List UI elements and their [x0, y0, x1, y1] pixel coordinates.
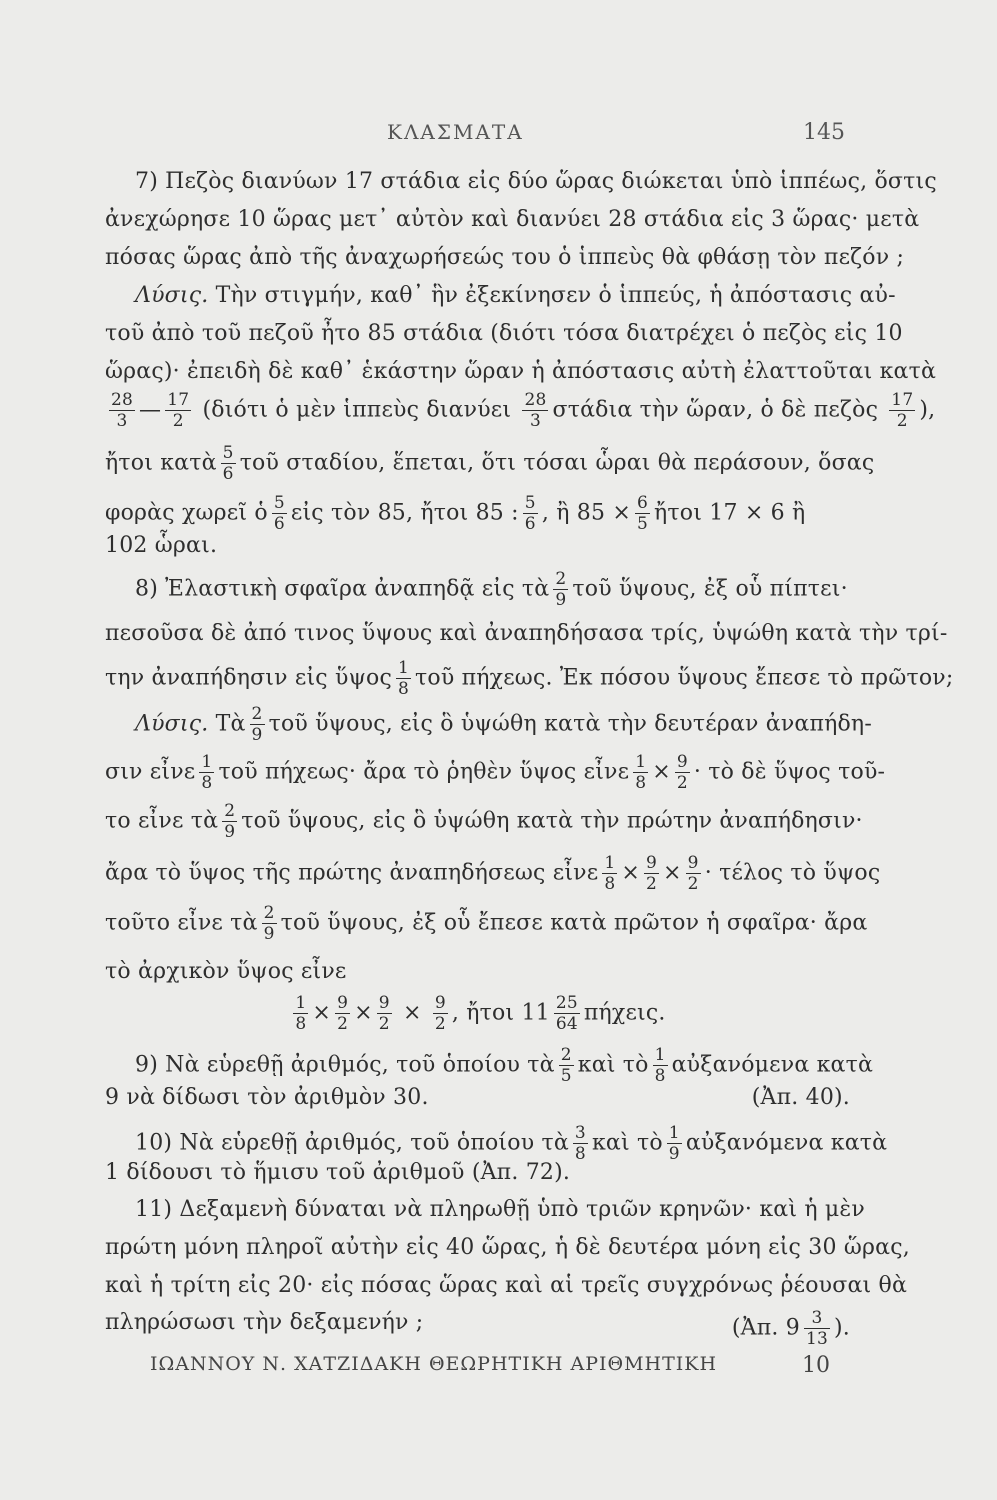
page-footer — [150, 1353, 830, 1389]
p8-line: το εἶνε τὰ $\frac{2}{9}$ τοῦ ὕψους, εἰς ὃ ὑψώθη κατὰ τὴν πρώτην ἀναπήδησιν· — [105, 801, 863, 842]
fraction: $\frac{2}{9}$ — [224, 801, 236, 842]
fraction: $\frac{1}{8}$ — [654, 1045, 666, 1086]
p8-line: πεσοῦσα δὲ ἀπό τινος ὕψους καὶ ἀναπηδήσασα τρίς, ὑψώθη κατὰ τὴν τρί- — [105, 621, 948, 646]
p8-line: την ἀναπήδησιν εἰς ὕψος $\frac{1}{8}$ τοῦ πήχεως. Ἐκ πόσου ὕψους ἔπεσε τὸ πρῶτον; — [105, 658, 954, 699]
fraction: $\frac{2}{9}$ — [263, 903, 275, 944]
fraction: $\frac{28}{3}$ — [524, 390, 547, 431]
fraction: $\frac{1}{8}$ — [201, 752, 213, 793]
signature-mark: 10 — [802, 1353, 830, 1378]
p7-solution-line: Λύσις. Τὴν στιγμήν, καθ᾽ ἣν ἐξεκίνησεν ὁ ἱππεύς, ἡ ἀπόστασις αὐ- — [135, 283, 896, 308]
fraction: $\frac{3}{13}$ — [805, 1308, 829, 1349]
fraction: $\frac{9}{2}$ — [378, 993, 390, 1034]
fraction: $\frac{9}{2}$ — [337, 993, 349, 1034]
page-number: 145 — [803, 120, 845, 145]
p7-line: ὥρας)· ἐπειδὴ δὲ καθ᾽ ἑκάστην ὥραν ἡ ἀπόστασις αὐτὴ ἐλαττοῦται κατὰ — [105, 359, 937, 384]
running-title: ΚΛΑΣΜΑΤΑ — [387, 120, 524, 144]
p9-line: 9) Νὰ εὑρεθῇ ἀριθμός, τοῦ ὁποίου τὰ $\frac{2}{5}$ καὶ τὸ $\frac{1}{8}$ αὐξανόμενα κατὰ — [135, 1045, 874, 1086]
fraction: $\frac{28}{3}$ — [111, 390, 134, 431]
p8-line: σιν εἶνε $\frac{1}{8}$ τοῦ πήχεως· ἄρα τὸ ῥηθὲν ὕψος εἶνε $\frac{1}{8}$ × $\frac{9}{2}$ · τὸ δὲ ὕψος τοῦ- — [105, 752, 886, 793]
footer-title: ΙΩΑΝΝΟΥ Ν. ΧΑΤΖΙΔΑΚΗ ΘΕΩΡΗΤΙΚΗ ΑΡΙΘΜΗΤΙΚΗ — [150, 1353, 718, 1375]
fraction: $\frac{1}{8}$ — [295, 993, 307, 1034]
fraction: $\frac{1}{8}$ — [635, 752, 647, 793]
p7-line: 7) Πεζὸς διανύων 17 στάδια εἰς δύο ὥρας διώκεται ὑπὸ ἱππέως, ὅστις — [135, 169, 937, 194]
p7-line: ἤτοι κατὰ $\frac{5}{6}$ τοῦ σταδίου, ἕπεται, ὅτι τόσαι ὧραι θὰ περάσουν, ὅσας — [105, 443, 875, 484]
p7-formula-line: $\frac{28}{3}$ — $\frac{17}{2}$ (διότι ὁ μὲν ἱππεὺς διανύει $\frac{28}{3}$ στάδια τὴν ὥραν, ὁ δὲ πεζὸς $\frac{17}{2}$ ), — [111, 390, 936, 431]
p7-line: τοῦ ἀπὸ τοῦ πεζοῦ ἦτο 85 στάδια (διότι τόσα διατρέχει ὁ πεζὸς εἰς 10 — [105, 321, 903, 346]
p7-line: 102 ὧραι. — [105, 533, 218, 558]
p9-line: 9 νὰ δίδωσι τὸν ἀριθμὸν 30. (Ἀπ. 40). — [105, 1083, 850, 1113]
p7-line: φορὰς χωρεῖ ὁ $\frac{5}{6}$ εἰς τὸν 85, ἤτοι 85 : $\frac{5}{6}$ , ἢ 85 × $\frac{6}{5}$ ἤτοι 17 × 6 ἢ — [105, 493, 806, 534]
fraction: $\frac{1}{9}$ — [668, 1123, 680, 1164]
answer: (Ἀπ. 40). — [751, 1085, 850, 1110]
fraction: $\frac{17}{2}$ — [891, 390, 914, 431]
p7-line: πόσας ὥρας ἀπὸ τῆς ἀναχωρήσεώς του ὁ ἱππεὺς θὰ φθάσῃ τὸν πεζόν ; — [105, 245, 905, 270]
answer: (Ἀπ. 9 $\frac{3}{13}$ ). — [731, 1308, 850, 1349]
p8-line: τὸ ἀρχικὸν ὕψος εἶνε — [105, 959, 347, 984]
fraction: $\frac{2}{9}$ — [251, 704, 263, 745]
p11-line: καὶ ἡ τρίτη εἰς 20· εἰς πόσας ὥρας καὶ αἱ τρεῖς συγχρόνως ῥέουσαι θὰ — [105, 1273, 908, 1298]
solution-label: Λύσις. — [135, 711, 209, 737]
fraction: $\frac{25}{64}$ — [555, 993, 578, 1034]
fraction: $\frac{1}{8}$ — [604, 853, 616, 894]
fraction: $\frac{2}{5}$ — [560, 1045, 572, 1086]
p8-line: τοῦτο εἶνε τὰ $\frac{2}{9}$ τοῦ ὕψους, ἐξ οὗ ἔπεσε κατὰ πρῶτον ἡ σφαῖρα· ἄρα — [105, 903, 868, 944]
fraction: $\frac{3}{8}$ — [574, 1123, 586, 1164]
p8-line: ἄρα τὸ ὕψος τῆς πρώτης ἀναπηδήσεως εἶνε $\frac{1}{8}$ × $\frac{9}{2}$ × $\frac{9}{2}$ · τέλος τὸ ὕψος — [105, 853, 881, 894]
p11-line: πρώτη μόνη πληροῖ αὐτὴν εἰς 40 ὥρας, ἡ δὲ δευτέρα μόνη εἰς 30 ὥρας, — [105, 1235, 910, 1260]
p11-line: 11) Δεξαμενὴ δύναται νὰ πληρωθῇ ὑπὸ τριῶν κρηνῶν· καὶ ἡ μὲν — [135, 1197, 865, 1222]
fraction: $\frac{5}{6}$ — [222, 443, 234, 484]
fraction: $\frac{9}{2}$ — [687, 853, 699, 894]
p10-line: 10) Νὰ εὑρεθῇ ἀριθμός, τοῦ ὁποίου τὰ $\frac{3}{8}$ καὶ τὸ $\frac{1}{9}$ αὐξανόμενα κατὰ — [135, 1123, 888, 1164]
fraction: $\frac{5}{6}$ — [273, 493, 285, 534]
solution-label: Λύσις. — [135, 283, 209, 308]
fraction: $\frac{9}{2}$ — [434, 993, 446, 1034]
fraction: $\frac{9}{2}$ — [676, 752, 688, 793]
p11-line: πληρώσωσι τὴν δεξαμενήν ; (Ἀπ. 9 $\frac{3}{13}$ ). — [105, 1308, 850, 1349]
p8-result-line: $\frac{1}{8}$ × $\frac{9}{2}$ × $\frac{9}{2}$ × $\frac{9}{2}$ , ἤτοι 11 $\frac{25}{64}$ πήχεις. — [295, 993, 666, 1034]
page-header — [105, 120, 845, 150]
p8-solution-line: Λύσις. Τὰ $\frac{2}{9}$ τοῦ ὕψους, εἰς ὃ ὑψώθη κατὰ τὴν δευτέραν ἀναπήδη- — [135, 704, 872, 745]
fraction: $\frac{6}{5}$ — [637, 493, 649, 534]
fraction: $\frac{1}{8}$ — [398, 658, 410, 699]
p8-line: 8) Ἐλαστικὴ σφαῖρα ἀναπηδᾷ εἰς τὰ $\frac{2}{9}$ τοῦ ὕψους, ἐξ οὗ πίπτει· — [135, 569, 848, 610]
p7-line: ἀνεχώρησε 10 ὥρας μετ᾽ αὐτὸν καὶ διανύει 28 στάδια εἰς 3 ὥρας· μετὰ — [105, 207, 920, 232]
p10-line: 1 δίδουσι τὸ ἥμισυ τοῦ ἀριθμοῦ (Ἀπ. 72). — [105, 1160, 571, 1185]
fraction: $\frac{5}{6}$ — [524, 493, 536, 534]
fraction: $\frac{2}{9}$ — [555, 569, 567, 610]
fraction: $\frac{9}{2}$ — [646, 853, 658, 894]
fraction: $\frac{17}{2}$ — [167, 390, 190, 431]
